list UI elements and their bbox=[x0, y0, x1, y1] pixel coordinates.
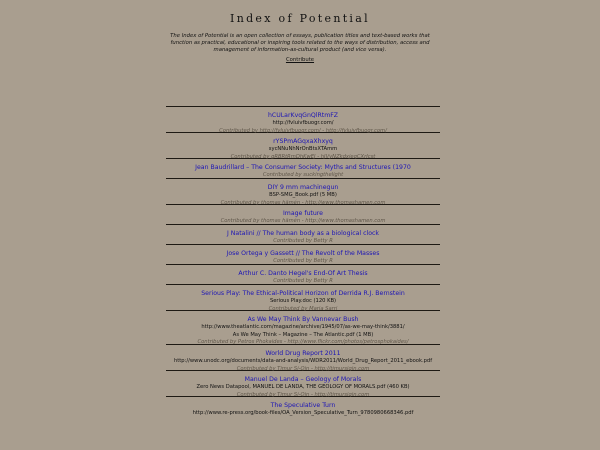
entry-attachment-link[interactable]: http://fvluivfbuogr.com/ bbox=[272, 120, 334, 126]
entry-attachment-link[interactable]: Zero News Datapool, MANUEL DE LANDA, THE GEOLOGY OF MORALS.pdf (460 KB) bbox=[196, 384, 410, 390]
entry-contributor: Contributed by Petros Phokaides - http://www.flickr.com/photos/petrosphokaides/ bbox=[197, 339, 409, 345]
entry-attachment-link[interactable]: http://www.re-press.org/book-files/OA_Version_Speculative_Turn_9780980668346.pdf bbox=[192, 410, 414, 416]
entry-title-link[interactable]: The Speculative Turn bbox=[270, 402, 336, 409]
entry-attachment-link[interactable]: sycNNuNhNrOnBtsXTAmm bbox=[268, 146, 338, 152]
entry-title-link[interactable]: hCULarKvqGnQlRtmFZ bbox=[267, 112, 339, 119]
entry-list bbox=[166, 106, 440, 418]
contribute-link[interactable]: Contribute bbox=[285, 57, 315, 63]
entry-title-link[interactable]: Jean Baudrillard – The Consumer Society: Myths and Structures (1970 bbox=[195, 164, 411, 171]
entry-attachment-link[interactable]: http://www.unodc.org/documents/data-and-analysis/WDR2011/World_Drug_Report_2011_ebook.pdf bbox=[173, 358, 433, 364]
entry-item bbox=[166, 224, 440, 244]
entry-item bbox=[166, 344, 440, 370]
entry-item bbox=[166, 158, 440, 178]
entry-item bbox=[166, 264, 440, 284]
entry-title-link[interactable]: Manuel De Landa – Geology of Morals bbox=[244, 376, 362, 383]
entry-contributor: Contributed by Timur Si-Qin - http://timursiqin.com bbox=[236, 365, 370, 372]
entry-title-link[interactable]: Jose Ortega y Gassett // The Revolt of the Masses bbox=[226, 250, 380, 257]
entry-attachment-link[interactable]: Serious Play.doc (120 KB) bbox=[269, 298, 337, 304]
entry-item bbox=[166, 396, 440, 418]
entry-contributor: Contributed by gRBRtRmDhKwEJ - hJVyNZkdxjeqCXrIcst bbox=[230, 153, 376, 160]
entry-contributor: Contributed by Betty R bbox=[273, 278, 333, 284]
entry-title-link[interactable]: DIY 9 mm machinegun bbox=[267, 184, 339, 191]
entry-item bbox=[166, 204, 440, 224]
entry-title-link[interactable]: Arthur C. Danto Hegel's End-Of Art Thesis bbox=[238, 270, 368, 277]
entry-contributor: Contributed by thomas hämén - http://www.thomashamen.com bbox=[220, 199, 386, 206]
entry-attachment-link[interactable]: As We May Think – Magazine – The Atlantic.pdf (1 MB) bbox=[232, 331, 374, 338]
entry-item bbox=[166, 370, 440, 396]
entry-attachment-link[interactable]: http://www.theatlantic.com/magazine/archive/1945/07/as-we-may-think/3881/ bbox=[201, 324, 405, 330]
site-title: Index of Potential bbox=[230, 12, 370, 25]
site-intro: The Index of Potential is an open collection of essays, publication titles and text-based works that function as practical, educational or inspiring tools related to the ways of distribution, access and management of information-as-cultural product (and vice versa). bbox=[170, 33, 430, 53]
entry-title-link[interactable]: World Drug Report 2011 bbox=[265, 350, 341, 357]
entry-item bbox=[166, 310, 440, 344]
entry-title-link[interactable]: Serious Play: The Ethical-Political Horizon of Derrida R.J. Bernstein bbox=[201, 290, 405, 297]
entry-item bbox=[166, 106, 440, 132]
entry-contributor: Contributed by Betty R bbox=[273, 258, 333, 264]
entry-title-link[interactable]: J Natalini // The human body as a biological clock bbox=[226, 230, 379, 237]
entry-item bbox=[166, 178, 440, 204]
entry-item bbox=[166, 132, 440, 158]
contribute-row bbox=[0, 57, 600, 64]
entry-item bbox=[166, 244, 440, 264]
entry-title-link[interactable]: As We May Think By Vannevar Bush bbox=[247, 316, 359, 323]
entry-contributor: Contributed by Timur Si-Qin - http://timursiqin.com bbox=[236, 391, 370, 398]
entry-contributor: Contributed by Betty R bbox=[273, 238, 333, 244]
entry-contributor: Contributed by http://fvluivfbuogr.com/ - http://fvluivfbuogr.com/ bbox=[219, 127, 387, 134]
entry-title-link[interactable]: Image future bbox=[282, 210, 323, 217]
entry-attachment-link[interactable]: BSP-SMG_Book.pdf (5 MB) bbox=[269, 192, 337, 198]
entry-contributor: Contributed by thomas hämén - http://www.thomashamen.com bbox=[220, 218, 386, 224]
entry-title-link[interactable]: rYSPmAGqxaXhxyq bbox=[273, 138, 333, 145]
entry-contributor: Contributed by Maria Sarri bbox=[268, 305, 338, 312]
entry-contributor: Contributed by suckingthelight bbox=[262, 172, 344, 178]
entry-item bbox=[166, 284, 440, 310]
